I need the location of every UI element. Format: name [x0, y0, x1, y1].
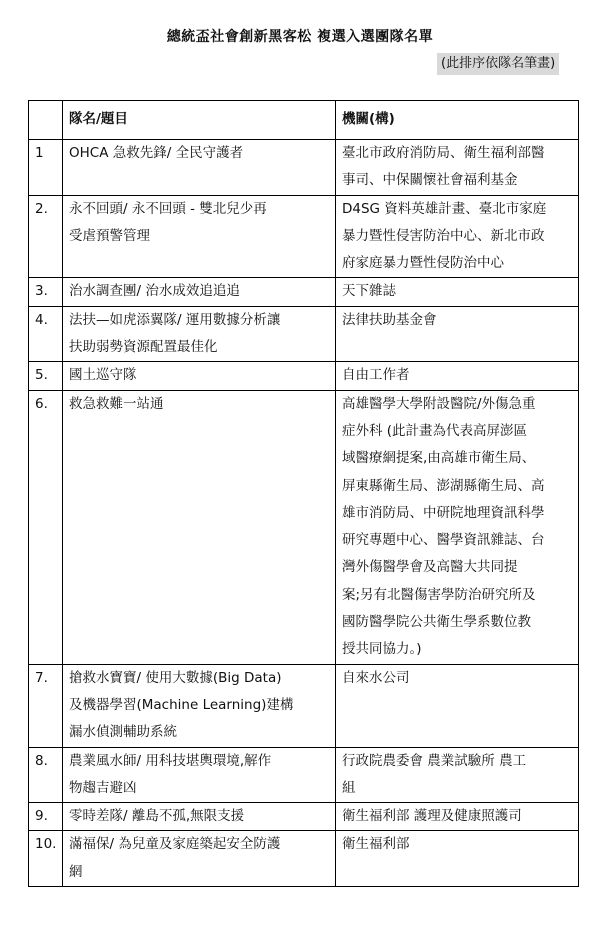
row-organization-text: 行政院農委會 農業試驗所 農工 組: [342, 752, 527, 796]
row-number-cell: [29, 803, 63, 831]
row-organization-cell: [336, 278, 579, 306]
row-number-cell: [29, 831, 63, 887]
row-organization-text: 自由工作者: [342, 367, 410, 384]
table-row: [29, 831, 579, 887]
header-organization: 機關(構): [336, 101, 579, 140]
table-header-row: [29, 101, 579, 140]
row-number-text: 4.: [35, 311, 48, 328]
team-table: [28, 100, 579, 887]
header-number: [29, 101, 63, 140]
table-row: [29, 390, 579, 664]
row-team-text: 治水調查團/ 治水成效追追追: [69, 283, 240, 300]
row-organization-text: 衛生福利部 護理及健康照護司: [342, 808, 522, 825]
page-title: 總統盃社會創新黑客松 複選入選團隊名單: [166, 29, 434, 45]
row-organization-cell: [336, 747, 579, 803]
table-row: [29, 664, 579, 747]
row-team-cell: [63, 306, 336, 362]
row-team-cell: [63, 803, 336, 831]
row-team-text: 國土巡守隊: [69, 367, 137, 384]
row-organization-text: 天下雜誌: [342, 283, 396, 300]
row-number-text: 2.: [35, 200, 48, 217]
row-organization-cell: [336, 390, 579, 664]
table-row: [29, 140, 579, 196]
row-organization-text: D4SG 資料英雄計畫、臺北市家庭 暴力暨性侵害防治中心、新北市政 府家庭暴力暨性侵防治中心: [342, 200, 547, 272]
row-organization-cell: [336, 195, 579, 278]
row-team-text: 永不回頭/ 永不回頭 - 雙北兒少再 受虐預警管理: [69, 200, 267, 244]
table-row: [29, 747, 579, 803]
row-number-cell: [29, 747, 63, 803]
row-organization-cell: [336, 803, 579, 831]
row-number-text: 9.: [35, 808, 48, 825]
row-number-text: 3.: [35, 283, 48, 300]
row-organization-cell: [336, 306, 579, 362]
row-number-text: 10.: [35, 836, 57, 853]
row-team-text: 滿福保/ 為兒童及家庭築起安全防護 網: [69, 836, 281, 880]
row-number-cell: [29, 278, 63, 306]
table-row: [29, 278, 579, 306]
header-team: 隊名/題目: [63, 101, 336, 140]
row-team-cell: [63, 664, 336, 747]
row-organization-text: 自來水公司: [342, 669, 410, 686]
row-number-cell: [29, 390, 63, 664]
row-number-cell: [29, 362, 63, 390]
row-number-cell: [29, 664, 63, 747]
row-number-cell: [29, 306, 63, 362]
row-organization-cell: [336, 664, 579, 747]
row-organization-text: 法律扶助基金會: [342, 311, 437, 328]
row-team-text: 零時差隊/ 離島不孤,無限支援: [69, 808, 245, 825]
row-number-text: 8.: [35, 752, 48, 769]
table-row: [29, 195, 579, 278]
row-team-text: OHCA 急救先鋒/ 全民守護者: [69, 145, 244, 161]
row-team-cell: [63, 362, 336, 390]
row-team-cell: [63, 747, 336, 803]
sort-note: (此排序依隊名筆畫): [437, 53, 559, 75]
row-organization-text: 高雄醫學大學附設醫院/外傷急重 症外科 (此計畫為代表高屏澎區 域醫療網提案,由高雄市衛生局、 屏東縣衛生局、澎湖縣衛生局、高 雄市消防局、中研院地理資訊科學 研究專題中心、醫學資訊雜誌、台 灣外傷醫學會及高醫大共同提 案;另有北醫傷害學防治研究所及 國防醫學院公共衛生學系數位教 授共同協力。): [342, 395, 545, 658]
row-team-cell: [63, 831, 336, 887]
row-number-text: 7.: [35, 669, 48, 686]
row-organization-cell: [336, 362, 579, 390]
row-team-cell: [63, 195, 336, 278]
row-team-text: 法扶—如虎添翼隊/ 運用數據分析讓 扶助弱勢資源配置最佳化: [69, 311, 281, 356]
row-organization-text: 衛生福利部: [342, 836, 410, 853]
row-organization-cell: [336, 831, 579, 887]
row-team-cell: [63, 390, 336, 664]
row-organization-text: 臺北市政府消防局、衛生福利部醫 事司、中保關懷社會福利基金: [342, 145, 545, 189]
row-team-cell: [63, 278, 336, 306]
row-organization-cell: [336, 140, 579, 196]
table-row: [29, 362, 579, 390]
row-number-text: 1: [35, 145, 44, 161]
row-team-text: 救急救難一站通: [69, 395, 164, 412]
row-number-text: 5.: [35, 367, 48, 384]
row-number-cell: [29, 140, 63, 196]
row-number-text: 6.: [35, 395, 48, 412]
row-number-cell: [29, 195, 63, 278]
row-team-text: 農業風水師/ 用科技堪輿環境,解作 物趨吉避凶: [69, 752, 272, 796]
table-row: [29, 803, 579, 831]
row-team-text: 搶救水寶寶/ 使用大數據(Big Data) 及機器學習(Machine Learning)建構 漏水偵測輔助系統: [69, 669, 294, 741]
row-team-cell: [63, 140, 336, 196]
table-row: [29, 306, 579, 362]
